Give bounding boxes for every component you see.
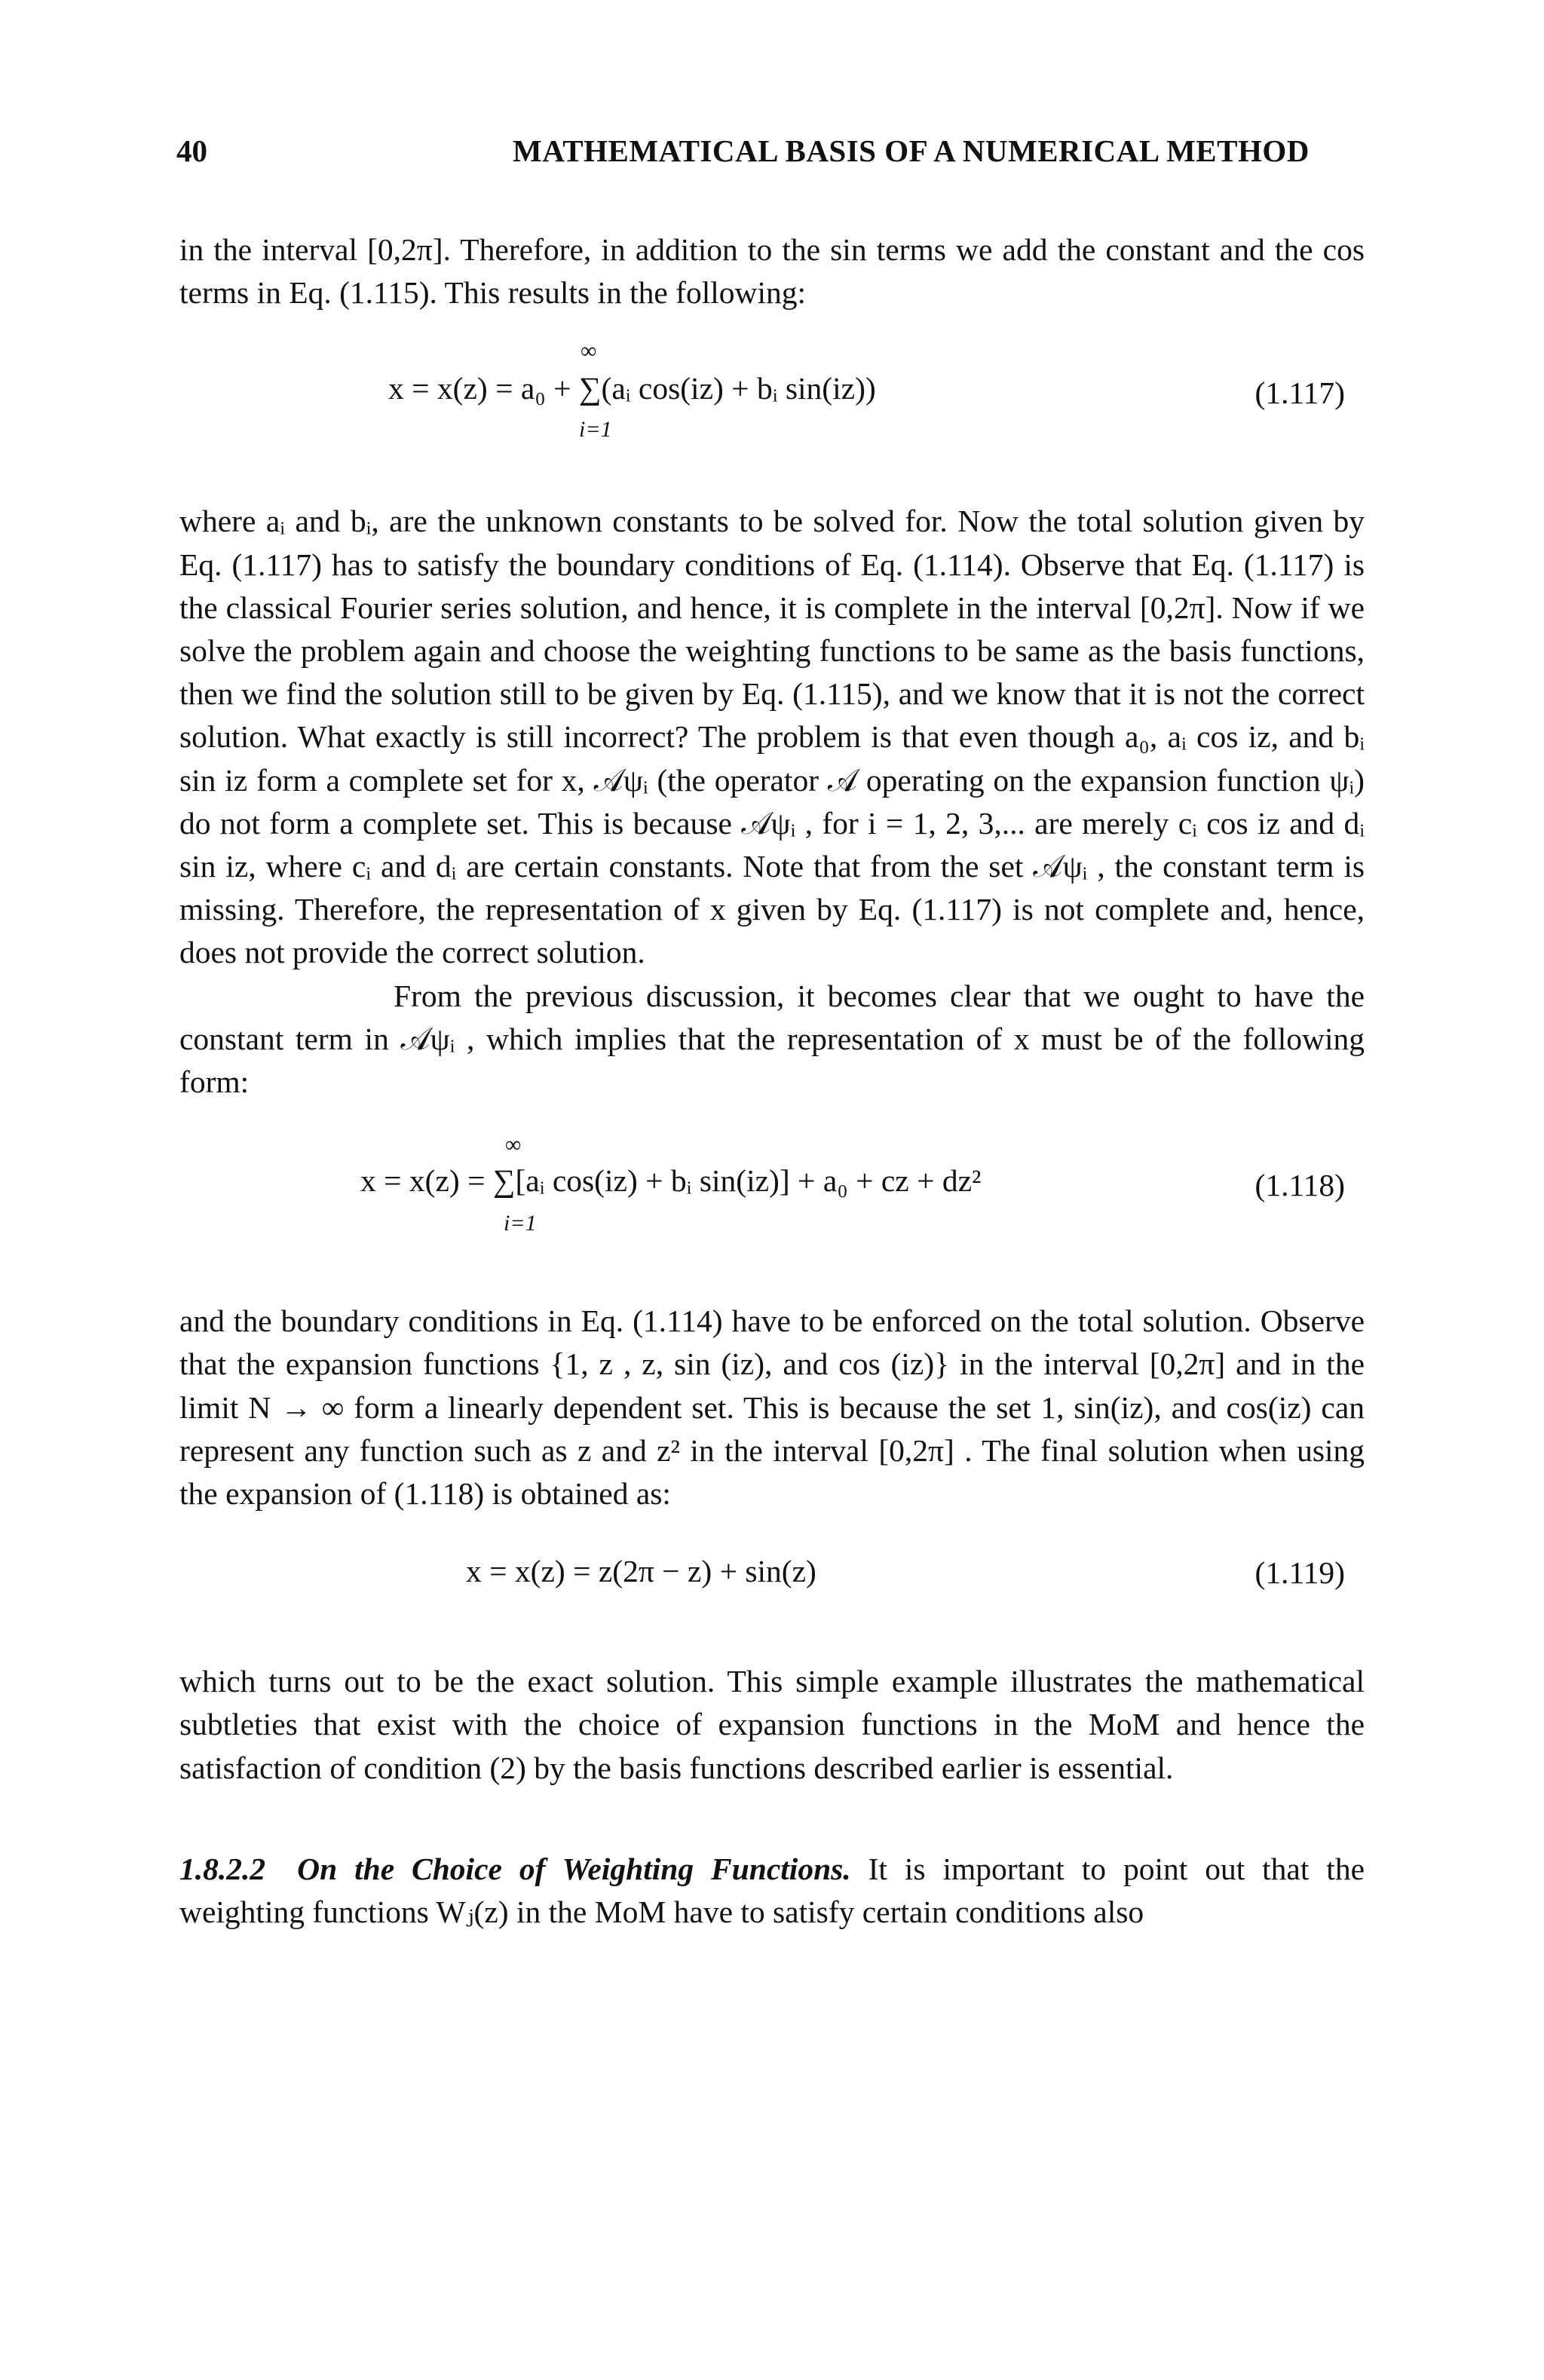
paragraph-boundary: and the boundary conditions in Eq. (1.114) have to be enforced on the total solution. Observe that the expansion functions {1, z , z, sin (iz), and cos (iz)} in the interval [0,2π] and in the limit N → ∞ form a linearly dependent set. This is because the set 1, sin(iz), and cos(iz) can represent any function such as z and z² in the interval [0,2π] . The final solution when using the expansion of (1.118) is obtained as: xyxy=(179,1303,1365,1512)
equation-1-119 xyxy=(179,1532,1365,1613)
section-number: 1.8.2.2 xyxy=(179,1851,266,1886)
section-body: It is important to point out that the weighting functions Wⱼ(z) in the MoM have to satisfy certain conditions also xyxy=(179,1851,1365,1930)
equation-expression: x = x(z) = ∑[aᵢ cos(iz) + bᵢ sin(iz)] + a₀ + cz + dz² xyxy=(360,1163,982,1199)
equation-expression: x = x(z) = a₀ + ∑(aᵢ cos(iz) + bᵢ sin(iz)) xyxy=(388,371,876,406)
page xyxy=(176,133,1365,1934)
paragraph-intro: in the interval [0,2π]. Therefore, in addition to the sin terms we add the constant and the cos terms in Eq. (1.115). This results in the following: xyxy=(179,232,1365,311)
sum-upper-limit: ∞ xyxy=(581,338,597,364)
sum-upper-limit: ∞ xyxy=(505,1132,522,1158)
section-paragraph xyxy=(179,1848,1365,1934)
page-number: 40 xyxy=(176,133,207,168)
equation-number: (1.117) xyxy=(1254,375,1345,411)
paragraph-exact-solution: which turns out to be the exact solution. This simple example illustrates the mathematical subtleties that exist with the choice of expansion functions in the MoM and hence the satisfaction of condition (2) by the basis functions described earlier is essential. xyxy=(179,1664,1365,1785)
equation-1-118 xyxy=(179,1126,1365,1239)
sum-lower-limit: i=1 xyxy=(579,417,612,443)
running-header xyxy=(176,133,1365,178)
equation-1-117 xyxy=(179,334,1365,446)
equation-number: (1.119) xyxy=(1254,1555,1345,1591)
paragraph-where: where aᵢ and bᵢ, are the unknown constants to be solved for. Now the total solution given by Eq. (1.117) has to satisfy the boundary conditions of Eq. (1.114). Observe that Eq. (1.117) is the classical Fourier series solution, and hence, it is complete in the interval [0,2π]. Now if we solve the problem again and choose the weighting functions to be same as the basis functions, then we find the solution still to be given by Eq. (1.115), and we know that it is not the correct solution. What exactly is still incorrect? The problem is that even though a₀, aᵢ cos iz, and bᵢ sin iz form a complete set for x, 𝒜ψᵢ (the operator 𝒜 operating on the expansion function ψᵢ) do not form a complete set. This is because 𝒜ψᵢ , for i = 1, 2, 3,... are merely cᵢ cos iz and dᵢ sin iz, where cᵢ and dᵢ are certain constants. Note that from the set 𝒜ψᵢ , the constant term is missing. Therefore, the representation of x given by Eq. (1.117) is not complete and, hence, does not provide the correct solution. xyxy=(179,504,1365,970)
section-title: On the Choice of Weighting Functions. xyxy=(297,1851,851,1886)
equation-expression: x = x(z) = z(2π − z) + sin(z) xyxy=(466,1554,816,1589)
equation-number: (1.118) xyxy=(1254,1168,1345,1203)
sum-lower-limit: i=1 xyxy=(504,1211,537,1236)
paragraph-from: From the previous discussion, it becomes clear that we ought to have the constant term in 𝒜ψᵢ , which implies that the representation of x must be of the following form: xyxy=(179,978,1365,1100)
running-title: MATHEMATICAL BASIS OF A NUMERICAL METHOD xyxy=(513,133,1310,168)
